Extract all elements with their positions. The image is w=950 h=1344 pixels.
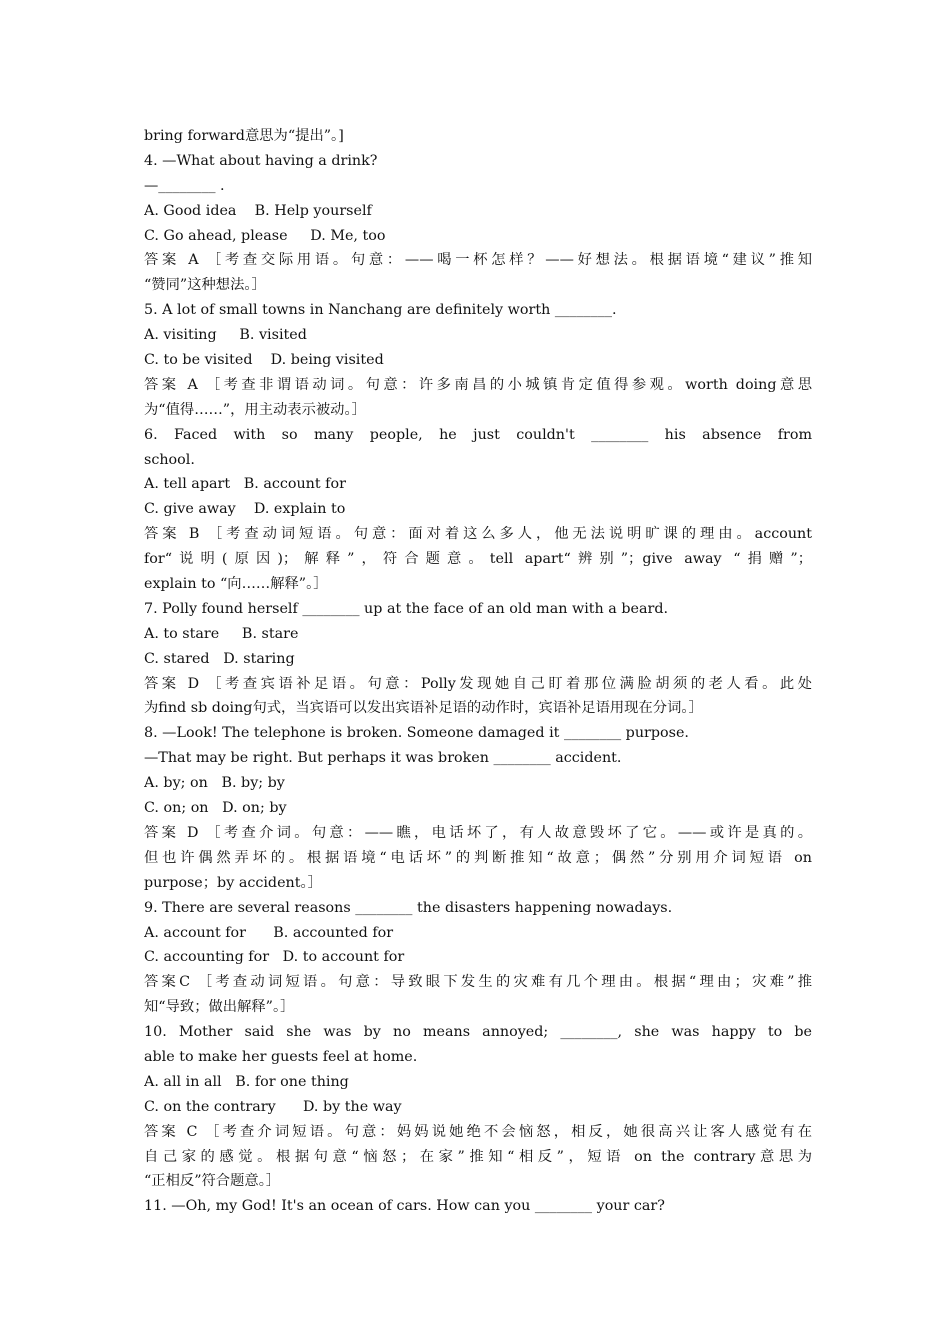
question-4-options-ab: A. Good idea B. Help yourself [144, 202, 372, 219]
question-9-options-cd: C. accounting for D. to account for [144, 949, 405, 966]
document-page [144, 124, 812, 1219]
question-8-options-cd: C. on; on D. on; by [144, 800, 287, 817]
question-10-stem-line-1: 10. Mother said she was by no means annoyed; ________, she was happy to be [144, 1024, 812, 1041]
question-6-stem-line-2: school. [144, 451, 195, 468]
question-9-stem: 9. There are several reasons ________ the disasters happening nowadays. [144, 899, 673, 916]
answer-10-line-1: 答案 C ［考查介词短语。句意：妈妈说她绝不会恼怒，相反，她很高兴让客人感觉有在 [144, 1123, 812, 1140]
answer-8-line-2: 但也许偶然弄坏的。根据语境“电话坏”的判断推知“故意；偶然”分别用介词短语 on [144, 849, 812, 866]
question-10-options-cd: C. on the contrary D. by the way [144, 1098, 402, 1115]
question-11-stem: 11. —Oh, my God! It's an ocean of cars. How can you ________ your car? [144, 1198, 665, 1215]
answer-4-line-1: 答案 A ［考查交际用语。句意：——喝一杯怎样？——好想法。根据语境“建议”推知 [144, 252, 812, 269]
question-10-stem-line-2: able to make her guests feel at home. [144, 1048, 418, 1065]
question-9-options-ab: A. account for B. accounted for [144, 924, 394, 941]
question-4-blank: —________ . [144, 177, 225, 194]
question-4-stem: 4. —What about having a drink? [144, 152, 378, 169]
answer-6-line-3: explain to “向……解释”。］ [144, 576, 328, 593]
answer-10-line-3: “正相反”符合题意。］ [144, 1173, 281, 1190]
question-10-options-ab: A. all in all B. for one thing [144, 1073, 349, 1090]
question-7-stem: 7. Polly found herself ________ up at the face of an old man with a beard. [144, 600, 669, 617]
answer-5-line-1: 答案 A ［考查非谓语动词。句意：许多南昌的小城镇肯定值得参观。worth doing意思 [144, 376, 812, 393]
answer-4-line-2: “赞同”这种想法。］ [144, 277, 266, 294]
answer-6-line-2: for“说明(原因)；解释”，符合题意。tell apart“辨别”；give away “捐赠”； [144, 551, 812, 568]
answer-10-line-2: 自己家的感觉。根据句意“恼怒；在家”推知“相反”，短语 on the contrary意思为 [144, 1148, 812, 1165]
answer-9-line-2: 知“导致；做出解释”。］ [144, 999, 295, 1016]
question-5-options-ab: A. visiting B. visited [144, 327, 307, 344]
question-5-stem: 5. A lot of small towns in Nanchang are definitely worth ________. [144, 302, 617, 319]
question-4-options-cd: C. Go ahead, please D. Me, too [144, 227, 386, 244]
question-8-options-ab: A. by; on B. by; by [144, 775, 285, 792]
answer-6-line-1: 答案 B ［考查动词短语。句意：面对着这么多人，他无法说明旷课的理由。account [144, 526, 812, 543]
question-8-stem-line-2: —That may be right. But perhaps it was broken ________ accident. [144, 750, 622, 767]
question-5-options-cd: C. to be visited D. being visited [144, 352, 384, 369]
answer-7-line-1: 答案 D ［考查宾语补足语。句意：Polly发现她自己盯着那位满脸胡须的老人看。此处 [144, 675, 812, 692]
question-7-options-ab: A. to stare B. stare [144, 625, 299, 642]
question-7-options-cd: C. stared D. staring [144, 650, 295, 667]
question-6-options-cd: C. give away D. explain to [144, 501, 346, 518]
question-6-stem-line-1: 6. Faced with so many people, he just couldn't ________ his absence from [144, 426, 812, 443]
question-6-options-ab: A. tell apart B. account for [144, 476, 346, 493]
answer-8-line-1: 答案 D ［考查介词。句意：——瞧，电话坏了，有人故意毁坏了它。——或许是真的。 [144, 824, 812, 841]
answer-9-line-1: 答案C ［考查动词短语。句意：导致眼下发生的灾难有几个理由。根据“理由；灾难”推 [144, 974, 812, 991]
answer-7-line-2: 为find sb doing句式，当宾语可以发出宾语补足语的动作时，宾语补足语用现在分词。］ [144, 700, 703, 717]
text-line: bring forward意思为“提出”。] [144, 128, 344, 144]
question-8-stem-line-1: 8. —Look! The telephone is broken. Someone damaged it ________ purpose. [144, 725, 689, 742]
answer-5-line-2: 为“值得……”，用主动表示被动。］ [144, 401, 366, 418]
answer-8-line-3: purpose；by accident。］ [144, 874, 322, 891]
